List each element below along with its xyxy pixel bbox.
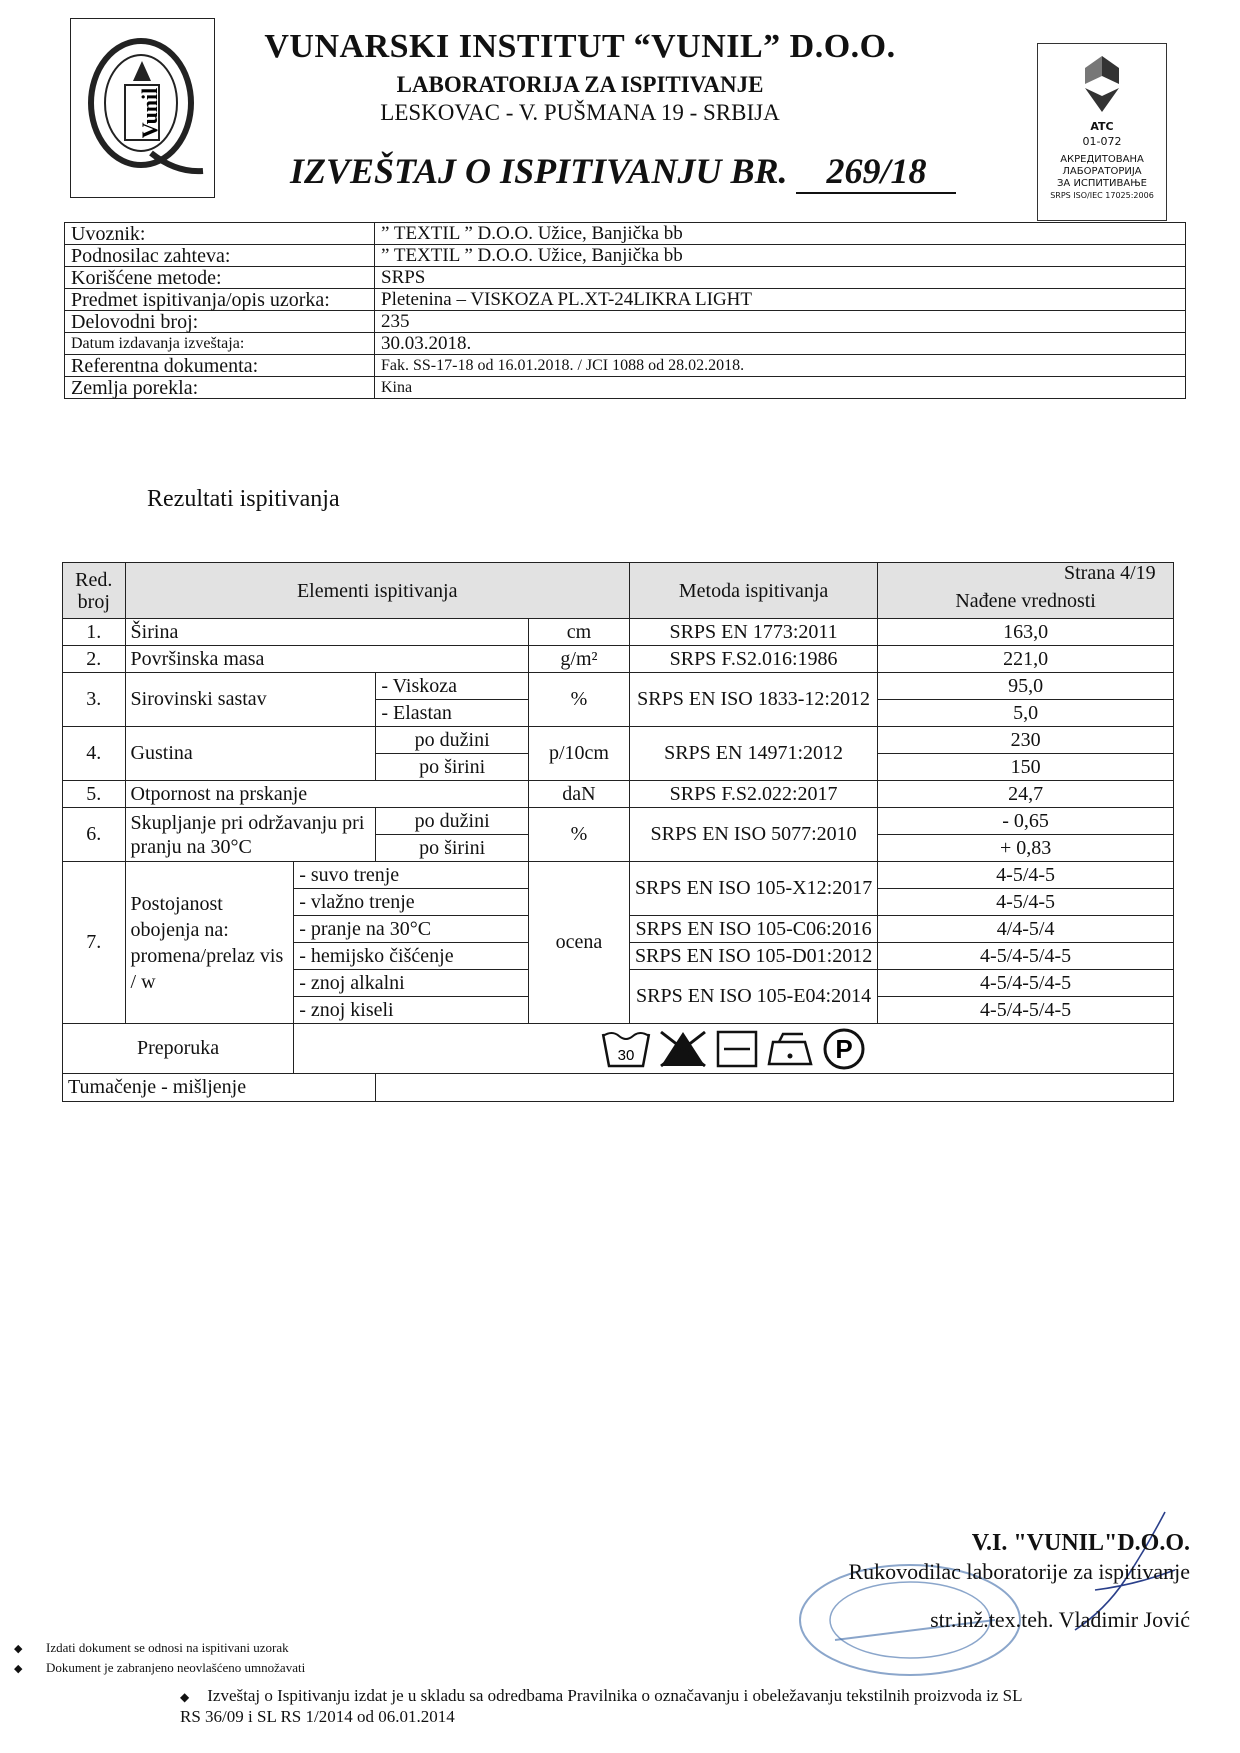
row-name: Postojanost obojenja na: promena/prelaz vis / w	[125, 862, 294, 1024]
note-text: Dokument je zabranjeno neovlašćeno umnožavati	[46, 1660, 306, 1675]
atc-name: ATC	[1090, 120, 1114, 133]
institute-title: VUNARSKI INSTITUT “VUNIL” D.O.O.	[264, 28, 896, 65]
info-row	[65, 289, 1186, 311]
info-row	[65, 355, 1186, 377]
bullet-icon: ◆	[180, 1690, 190, 1704]
info-label: Predmet ispitivanja/opis uzorka:	[65, 289, 375, 311]
atc-line-3: ЗА ИСПИТИВАЊЕ	[1057, 178, 1147, 189]
row-no: 2.	[63, 646, 126, 673]
row-value: 163,0	[878, 619, 1174, 646]
row-no: 6.	[63, 808, 126, 862]
info-label: Zemlja porekla:	[65, 377, 375, 399]
table-row	[63, 727, 1174, 754]
bullet-icon: ◆	[14, 1663, 23, 1675]
table-row	[63, 646, 1174, 673]
row-unit: ocena	[528, 862, 629, 1024]
svg-text:Vunil: Vunil	[137, 87, 162, 139]
footer-notes	[14, 1640, 305, 1680]
header-found: Nađene vrednosti	[878, 563, 1174, 619]
recommendation-label: Preporuka	[63, 1024, 294, 1074]
header-method-label: Metoda ispitivanja	[678, 579, 829, 602]
row-sub: - Elastan	[376, 700, 529, 727]
signature-name: str.inž.tex.teh. Vladimir Jović	[930, 1607, 1190, 1632]
info-label: Delovodni broj:	[65, 311, 375, 333]
row-name: Širina	[125, 619, 528, 646]
row-value: + 0,83	[878, 835, 1174, 862]
laboratory-name: LABORATORIJA ZA ISPITIVANJE	[396, 72, 764, 97]
signature-role: Rukovodilac laboratorije za ispitivanje	[848, 1559, 1190, 1584]
row-value: 95,0	[878, 673, 1174, 700]
interpretation-row	[63, 1074, 1174, 1102]
row-value: 4-5/4-5	[878, 889, 1174, 916]
row-value: 150	[878, 754, 1174, 781]
iron-icon	[765, 1028, 815, 1070]
info-value: Pletenina – VISKOZA PL.XT-24LIKRA LIGHT	[375, 289, 1186, 311]
row-value: 221,0	[878, 646, 1174, 673]
vunil-logo	[70, 18, 215, 198]
info-label: Podnosilac zahteva:	[65, 245, 375, 267]
row-unit: g/m²	[528, 646, 629, 673]
row-sub: - hemijsko čišćenje	[294, 943, 529, 970]
header-elements: Elementi ispitivanja	[125, 563, 629, 619]
info-row	[65, 223, 1186, 245]
row-no: 1.	[63, 619, 126, 646]
table-row	[63, 673, 1174, 700]
recommendation-row	[63, 1024, 1174, 1074]
row-method: SRPS F.S2.022:2017	[629, 781, 877, 808]
results-table	[62, 562, 1174, 1102]
atc-code: 01-072	[1082, 135, 1122, 148]
row-value: 5,0	[878, 700, 1174, 727]
row-method: SRPS EN ISO 105-X12:2017	[629, 862, 877, 916]
row-sub: po dužini	[376, 727, 529, 754]
no-bleach-icon	[657, 1028, 709, 1070]
row-value: 4-5/4-5/4-5	[878, 943, 1174, 970]
row-sub: po širini	[376, 835, 529, 862]
row-sub: po dužini	[376, 808, 529, 835]
tumble-dry-icon	[714, 1028, 760, 1070]
info-label: Uvoznik:	[65, 223, 375, 245]
wash-30-icon	[600, 1028, 652, 1070]
svg-text:P: P	[834, 1033, 853, 1064]
note-item	[14, 1640, 305, 1656]
row-method: SRPS EN ISO 105-C06:2016	[629, 916, 877, 943]
info-row	[65, 245, 1186, 267]
info-value: Kina	[375, 377, 1186, 399]
row-value: 4-5/4-5/4-5	[878, 997, 1174, 1024]
table-row	[63, 862, 1174, 889]
row-method: SRPS EN ISO 5077:2010	[629, 808, 877, 862]
row-sub: - pranje na 30°C	[294, 916, 529, 943]
report-info-table	[64, 222, 1186, 399]
info-row	[65, 333, 1186, 355]
row-unit: cm	[528, 619, 629, 646]
row-value: - 0,65	[878, 808, 1174, 835]
report-label: IZVEŠTAJ O ISPITIVANJU BR.	[290, 151, 788, 191]
row-method: SRPS EN ISO 105-D01:2012	[629, 943, 877, 970]
info-row	[65, 267, 1186, 289]
row-name: Sirovinski sastav	[125, 673, 376, 727]
info-label: Referentna dokumenta:	[65, 355, 375, 377]
info-label: Korišćene metode:	[65, 267, 375, 289]
results-heading: Rezultati ispitivanja	[147, 486, 340, 512]
atc-standard: SRPS ISO/IEC 17025:2006	[1050, 191, 1154, 200]
interpretation-value	[376, 1074, 1174, 1102]
row-method: SRPS EN ISO 1833-12:2012	[629, 673, 877, 727]
row-name: Skupljanje pri održavanju pri pranju na 30°C	[125, 808, 376, 862]
row-sub: - vlažno trenje	[294, 889, 529, 916]
row-unit: p/10cm	[528, 727, 629, 781]
table-row	[63, 808, 1174, 835]
bullet-icon: ◆	[14, 1643, 23, 1655]
table-row	[63, 781, 1174, 808]
info-row	[65, 311, 1186, 333]
atc-logo-icon	[1079, 54, 1125, 116]
regulation-text: Izveštaj o Ispitivanju izdat je u skladu sa odredbama Pravilnika o označavanju i obeležavanju tekstilnih proizvoda iz SL RS 36/09 i SL RS 1/2014 od 06.01.2014	[180, 1686, 1022, 1726]
info-value: SRPS	[375, 267, 1186, 289]
care-symbols	[294, 1024, 1174, 1074]
info-value: ” TEXTIL ” D.O.O. Užice, Banjička bb	[375, 223, 1186, 245]
row-value: 4-5/4-5/4-5	[878, 970, 1174, 997]
row-unit: %	[528, 673, 629, 727]
header-no: Red. broj	[63, 563, 126, 619]
row-value: 4-5/4-5	[878, 862, 1174, 889]
header-method	[629, 563, 877, 619]
row-sub: - znoj kiseli	[294, 997, 529, 1024]
svg-text:30: 30	[617, 1046, 634, 1064]
row-method: SRPS EN 1773:2011	[629, 619, 877, 646]
row-no: 3.	[63, 673, 126, 727]
row-name: Otpornost na prskanje	[125, 781, 528, 808]
row-method: SRPS F.S2.016:1986	[629, 646, 877, 673]
row-unit: daN	[528, 781, 629, 808]
dry-clean-p-icon	[820, 1027, 868, 1071]
row-unit: %	[528, 808, 629, 862]
row-no: 5.	[63, 781, 126, 808]
row-value: 230	[878, 727, 1174, 754]
signature-company: V.I. "VUNIL"D.O.O.	[971, 1530, 1190, 1556]
info-row	[65, 377, 1186, 399]
vunil-q-logo-icon	[81, 33, 206, 183]
row-no: 4.	[63, 727, 126, 781]
row-sub: - Viskoza	[376, 673, 529, 700]
row-name: Gustina	[125, 727, 376, 781]
info-label: Datum izdavanja izveštaja:	[65, 333, 375, 355]
note-item	[14, 1660, 305, 1676]
row-no: 7.	[63, 862, 126, 1024]
info-value: 30.03.2018.	[375, 333, 1186, 355]
regulation-note	[180, 1686, 1040, 1727]
interpretation-label: Tumačenje - mišljenje	[63, 1074, 376, 1102]
row-sub: - znoj alkalni	[294, 970, 529, 997]
note-text: Izdati dokument se odnosi na ispitivani uzorak	[46, 1640, 289, 1655]
info-value: Fak. SS-17-18 od 16.01.2018. / JCI 1088 od 28.02.2018.	[375, 355, 1186, 377]
report-heading	[290, 150, 956, 194]
page-number: Strana 4/19	[1064, 562, 1156, 584]
row-value: 24,7	[878, 781, 1174, 808]
accreditation-badge	[1037, 43, 1167, 221]
row-sub: - suvo trenje	[294, 862, 529, 889]
signature-block	[780, 1530, 1190, 1633]
row-value: 4/4-5/4	[878, 916, 1174, 943]
row-method: SRPS EN ISO 105-E04:2014	[629, 970, 877, 1024]
results-header-row	[63, 563, 1174, 619]
table-row	[63, 619, 1174, 646]
row-sub: po širini	[376, 754, 529, 781]
atc-line-1: АКРЕДИТОВАНА	[1060, 154, 1144, 165]
institute-address: LESKOVAC - V. PUŠMANA 19 - SRBIJA	[380, 100, 780, 125]
atc-line-2: ЛАБОРАТОРИЈА	[1062, 166, 1142, 177]
row-method: SRPS EN 14971:2012	[629, 727, 877, 781]
info-value: ” TEXTIL ” D.O.O. Užice, Banjička bb	[375, 245, 1186, 267]
info-value: 235	[375, 311, 1186, 333]
atc-accredited	[1038, 154, 1166, 190]
row-name: Površinska masa	[125, 646, 528, 673]
report-number: 269/18	[796, 150, 956, 194]
